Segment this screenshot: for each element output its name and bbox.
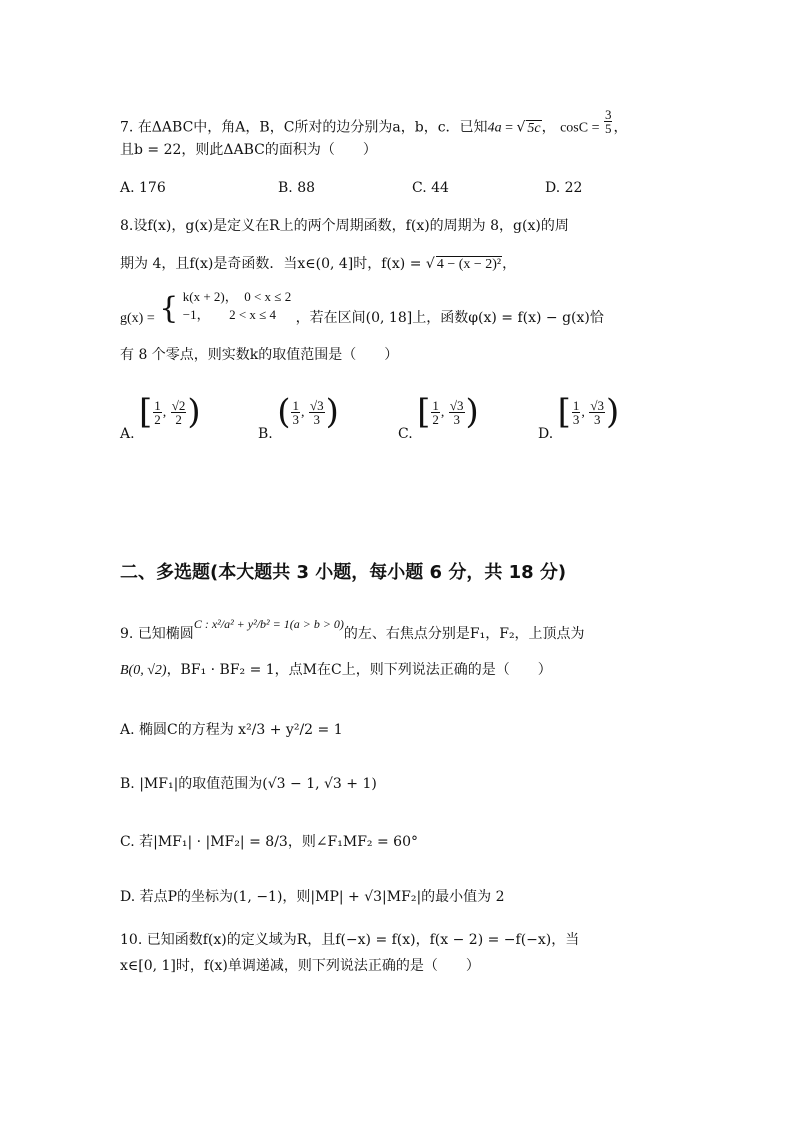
q7-option-c[interactable]: C. 44: [412, 180, 449, 196]
q7-given-lhs: 4a: [487, 120, 502, 136]
q7-line1: 7. 在ΔABC中，角A，B，C所对的边分别为a，b，c．已知4a = √ 5c， cosC = $\frac{3}{5}$ ，: [120, 107, 628, 136]
q7-option-b[interactable]: B. 88: [278, 180, 316, 196]
q10-line1: 10. 已知函数f(x)的定义域为R，且f(−x) = f(x)，f(x − 2) = −f(−x)，当: [120, 932, 580, 948]
q8-sqrt-expr: 4 − (x − 2)²: [436, 257, 502, 272]
q8-line1: 8.设f(x)，g(x)是定义在R上的两个周期函数，f(x)的周期为 8，g(x)的周: [120, 218, 569, 234]
q8-case1: k(x + 2)， 0 < x ≤ 2: [182, 289, 292, 304]
q8-option-b[interactable]: B. ( $\frac{1}{3}$ , $\frac{√3}{3}$ ): [258, 392, 339, 442]
q9-option-d[interactable]: D. 若点P的坐标为(1, −1)，则|MP| + √3|MF₂|的最小值为 2: [120, 889, 505, 905]
q9-line1: 9. 已知椭圆C : x²/a² + y²/b² = 1(a > b > 0)的左、右焦点分别是F₁，F₂，上顶点为: [120, 617, 585, 642]
q8-case2: −1， 2 < x ≤ 4: [182, 307, 277, 322]
q8-line1-text: 设f(x)，g(x)是定义在R上的两个周期函数，f(x)的周期为 8，g(x)的周: [133, 218, 569, 234]
q8-option-a[interactable]: A. [ $\frac{1}{2}$ , $\frac{√2}{2}$ ): [120, 392, 201, 442]
q7-intro: 在ΔABC中，角A，B，C所对的边分别为a，b，c．已知: [137, 119, 488, 136]
q8-g-label: g(x) =: [120, 311, 155, 326]
q7-number: 7.: [120, 119, 134, 136]
q8-line3-tail: ，若在区间(0, 18]上，函数φ(x) = f(x) − g(x)恰: [295, 310, 604, 326]
q9-line2: [120, 660, 552, 681]
q9-b-point: B(0, √2): [120, 663, 167, 678]
q8-line3: g(x) = { k(x + 2)， 0 < x ≤ 2 −1， 2 < x ≤ 4 ，若在区间(0, 18]上，函数φ(x) = f(x) − g(x)恰: [120, 289, 604, 326]
q7-option-a[interactable]: A. 176: [120, 180, 166, 196]
q8-line4: 有 8 个零点，则实数k的取值范围是（ ）: [120, 347, 399, 363]
q9-option-a[interactable]: A. 椭圆C的方程为 x²/3 + y²/2 = 1: [120, 722, 343, 738]
q7-cos-fraction: $\frac{3}{5}$: [604, 107, 612, 136]
q9-dot-product: ，BF₁ · BF₂ = 1，点M在C上，则下列说法正确的是（ ）: [166, 662, 552, 678]
q7-cos-label: cosC: [560, 120, 589, 136]
q8-line2: 期为 4，且f(x)是奇函数．当x∈(0, 4]时，f(x) = √ 4 − (x − 2)²，: [120, 256, 517, 272]
section-heading: 二、多选题(本大题共 3 小题，每小题 6 分，共 18 分): [120, 562, 567, 583]
q9-option-c[interactable]: C. 若|MF₁| · |MF₂| = 8/3，则∠F₁MF₂ = 60°: [120, 834, 418, 850]
q8-option-c[interactable]: C. [ $\frac{1}{2}$ , $\frac{√3}{3}$ ): [398, 392, 479, 442]
q10-line2: x∈[0, 1]时，f(x)单调递减，则下列说法正确的是（ ）: [120, 958, 480, 974]
q9-option-b[interactable]: B. |MF₁|的取值范围为(√3 − 1, √3 + 1): [120, 776, 377, 792]
q7-line2: 且b = 22，则此ΔABC的面积为（ ）: [120, 142, 377, 158]
q7-given-rhs: 5c: [527, 120, 541, 136]
q8-option-d[interactable]: D. [ $\frac{1}{3}$ , $\frac{√3}{3}$ ): [538, 392, 620, 442]
q9-ellipse-eq: C : x²/a² + y²/b² = 1(a > b > 0): [193, 617, 344, 631]
q7-option-d[interactable]: D. 22: [545, 180, 583, 196]
